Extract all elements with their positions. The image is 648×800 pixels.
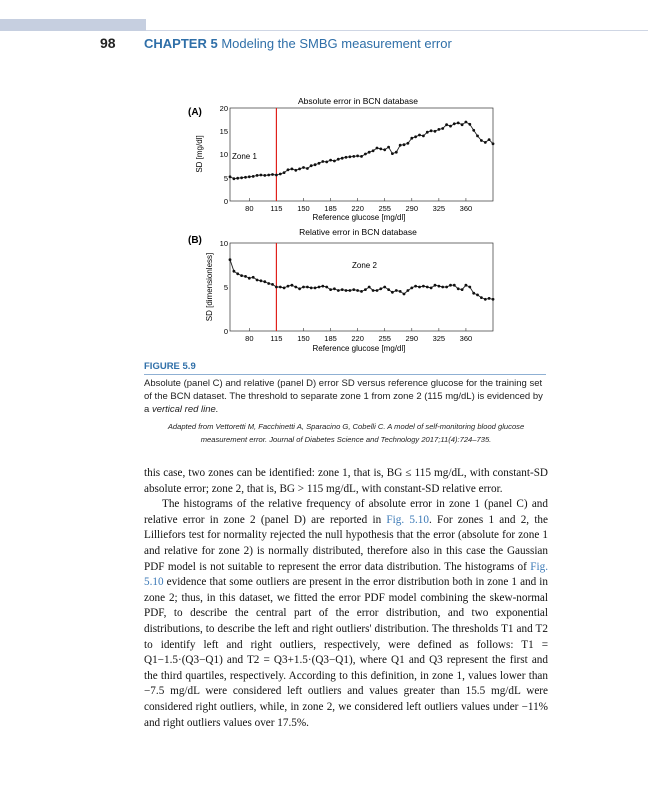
panel-b-data-point <box>318 286 321 289</box>
panel-b-data-point <box>430 287 433 290</box>
panel-b-data-point <box>321 285 324 288</box>
panel-a-xtick-label: 255 <box>378 204 391 213</box>
panel-b-data-point <box>329 288 332 291</box>
panel-a-ylabel: SD [mg/dl] <box>195 135 204 173</box>
panel-b-data-point <box>260 279 263 282</box>
panel-a-data-point <box>379 148 382 151</box>
panel-a-data-point <box>422 135 425 138</box>
panel-b-data-point <box>376 289 379 292</box>
panel-a-xtick-label: 325 <box>432 204 446 213</box>
panel-a-data-point <box>275 174 278 177</box>
panel-a-data-point <box>410 137 413 140</box>
panel-b-data-point <box>345 289 348 292</box>
panel-b-ytick: 10 <box>219 239 228 248</box>
panel-a-data-point <box>476 135 479 138</box>
body-text <box>144 466 548 731</box>
panel-a-data-point <box>492 142 495 145</box>
panel-b-xtick-label: 220 <box>351 334 364 343</box>
panel-b-data-point <box>271 283 274 286</box>
panel-b-xlabel: Reference glucose [mg/dl] <box>312 344 406 353</box>
panel-a-data-point <box>349 155 352 158</box>
panel-a-data-point <box>267 174 270 177</box>
chapter-label: CHAPTER 5 <box>144 36 218 51</box>
panel-a-series-line <box>230 122 493 179</box>
panel-a-ytick: 20 <box>219 104 228 113</box>
panel-a-data-point <box>306 167 309 170</box>
panel-a-data-point <box>325 161 328 164</box>
panel-a-xlabel: Reference glucose [mg/dl] <box>312 213 406 222</box>
panel-a-data-point <box>240 176 243 179</box>
panel-a-data-point <box>434 130 437 133</box>
panel-a-data-point <box>271 173 274 176</box>
panel-a-ytick: 0 <box>223 197 228 206</box>
figure-label: FIGURE 5.9 <box>144 361 196 372</box>
panel-a-xtick-label: 185 <box>324 204 337 213</box>
panel-b-data-point <box>492 298 495 301</box>
panel-a-data-point <box>318 162 321 165</box>
panel-a-data-point <box>356 155 359 158</box>
panel-a-data-point <box>445 123 448 126</box>
panel-a-letter: (A) <box>188 107 202 118</box>
panel-b-data-point <box>256 279 259 282</box>
panel-a-data-point <box>364 153 367 156</box>
panel-b-data-point <box>465 284 468 287</box>
panel-a-ytick: 5 <box>223 174 228 183</box>
panel-b-plot <box>229 243 495 331</box>
panel-a-data-point <box>449 125 452 128</box>
panel-b-data-point <box>434 284 437 287</box>
panel-b-yticks <box>220 239 228 336</box>
panel-b-data-point <box>407 289 410 292</box>
panel-a-xtick-label: 115 <box>270 204 283 213</box>
panel-b-data-point <box>441 286 444 289</box>
panel-b-xtick-label: 80 <box>245 334 254 343</box>
panel-b-data-point <box>410 287 413 290</box>
panel-a-data-point <box>310 164 313 167</box>
panel-b-data-point <box>240 274 243 277</box>
panel-a-data-point <box>472 129 475 132</box>
panel-a-data-point <box>453 122 456 125</box>
panel-b-data-point <box>263 280 266 283</box>
panel-a-data-point <box>387 146 390 149</box>
panel-b-data-point <box>422 285 425 288</box>
panel-a-data-point <box>314 163 317 166</box>
panel-a-data-point <box>294 169 297 172</box>
paragraph-2-part-1: The histograms of the relative frequency of absolute error in zone 1 (panel C) and relative error in zone 2 (panel D) are reported in <box>144 498 548 526</box>
panel-b-data-point <box>391 291 394 294</box>
panel-b-data-point <box>337 289 340 292</box>
panel-b-zone-label: Zone 2 <box>352 261 377 270</box>
panel-b-data-point <box>233 270 236 273</box>
panel-a-data-point <box>468 123 471 126</box>
panel-a-data-point <box>403 143 406 146</box>
panel-b-letter: (B) <box>188 235 202 246</box>
panel-b-data-point <box>333 287 336 290</box>
panel-a <box>188 96 494 222</box>
panel-b-data-point <box>445 286 448 289</box>
panel-b-data-point <box>364 288 367 291</box>
panel-a-ytick: 10 <box>219 150 228 159</box>
panel-b-data-point <box>236 272 239 275</box>
figure-5-9 <box>180 88 510 363</box>
panel-b-data-point <box>461 288 464 291</box>
panel-a-data-point <box>461 123 464 126</box>
panel-a-xtick-label: 150 <box>297 204 310 213</box>
panel-b-xtick-label: 115 <box>270 334 283 343</box>
panel-a-data-point <box>337 158 340 161</box>
panel-a-data-point <box>391 152 394 155</box>
panel-b-xtick-label: 290 <box>405 334 419 343</box>
panel-b-data-point <box>229 258 232 261</box>
figure-source: Adapted from Vettoretti M, Facchinetti A, Sparacino G, Cobelli C. A model of self-monitoring blood glucose measurement error. Journal of Diabetes Science and Technology 2017;11(4):724–735. <box>167 422 525 444</box>
panel-b-data-point <box>325 286 328 289</box>
panel-b-data-point <box>349 289 352 292</box>
panel-a-ytick: 15 <box>219 127 228 136</box>
panel-a-data-point <box>252 175 255 178</box>
panel-b-data-point <box>341 288 344 291</box>
panel-b-data-point <box>399 290 402 293</box>
panel-b-data-point <box>457 287 460 290</box>
panel-a-data-point <box>321 160 324 163</box>
panel-b-data-point <box>352 288 355 291</box>
panel-a-data-point <box>229 175 232 178</box>
panel-a-data-point <box>441 127 444 130</box>
panel-b-data-point <box>314 287 317 290</box>
panel-a-data-point <box>407 142 410 145</box>
panel-b-data-point <box>379 287 382 290</box>
figure-link[interactable]: Fig. 5.10 <box>144 560 548 589</box>
panel-b-data-point <box>283 287 286 290</box>
header-color-bar <box>0 19 146 31</box>
panel-a-data-point <box>263 174 266 177</box>
paragraph-2-part-2: . For zones 1 and 2, the Lilliefors test for normality rejected the null hypothesis that the error (absolute for zone 1 and relative for zone 2) is normally distributed, therefore also in this case the Gaussian PDF model is not suitable to represent the error data distribution. The histograms of <box>144 513 548 573</box>
panel-a-frame <box>230 108 493 201</box>
figure-link[interactable]: Fig. 5.10 <box>386 513 429 526</box>
panel-b-data-point <box>426 286 429 289</box>
panel-b-xticks <box>245 328 472 343</box>
panel-a-data-point <box>426 131 429 134</box>
paragraph-2-part-3: evidence that some outliers are present in the error distribution both in zone 1 and in zone 2; thus, in this dataset, we fitted the error PDF model combining the skew-normal PDF, to describe the central part of the error distribution, and two exponential distributions, to describe the left and right outliers' distribution. The thresholds T1 and T2 to identify left and right outliers, respectively, were defined as follows: T1 = Q1−1.5·(Q3−Q1) and T2 = Q3+1.5·(Q3−Q1), where Q1 and Q3 represent the first and the third quartiles, respectively. According to this definition, in zone 1, values lower than −7.5 mg/dL were considered left outliers and values greater than 15.5 mg/dL were considered right outliers, while, in zone 2, we considered left outliers values under −11% and right outliers values over 17.5%. <box>144 576 548 729</box>
panel-a-data-point <box>488 138 491 141</box>
caption-italic: vertical red line. <box>151 404 219 415</box>
panel-a-data-point <box>329 159 332 162</box>
running-header <box>144 36 452 51</box>
panel-a-data-point <box>399 144 402 147</box>
panel-b-data-point <box>484 298 487 301</box>
panel-a-data-point <box>430 129 433 132</box>
panel-a-yticks <box>220 104 228 206</box>
panel-b-data-point <box>480 296 483 299</box>
panel-a-data-point <box>480 139 483 142</box>
panel-b-data-point <box>438 285 441 288</box>
panel-a-data-point <box>360 155 363 158</box>
panel-a-data-point <box>418 134 421 137</box>
panel-b-xtick-label: 185 <box>324 334 337 343</box>
panel-a-data-point <box>341 157 344 160</box>
panel-b-data-point <box>291 284 294 287</box>
panel-a-data-point <box>465 121 468 124</box>
panel-b <box>188 227 494 353</box>
panel-b-data-point <box>372 289 375 292</box>
panel-b-xtick-label: 255 <box>378 334 391 343</box>
panel-b-data-point <box>279 286 282 289</box>
panel-b-data-point <box>275 286 278 289</box>
panel-b-data-point <box>418 286 421 289</box>
panel-a-data-point <box>383 148 386 151</box>
panel-a-data-point <box>233 177 236 180</box>
panel-b-data-point <box>298 287 301 290</box>
panel-a-xtick-label: 290 <box>405 204 419 213</box>
panel-a-data-point <box>333 160 336 163</box>
panel-b-xtick-label: 360 <box>459 334 473 343</box>
panel-b-data-point <box>472 292 475 295</box>
panel-b-data-point <box>302 286 305 289</box>
panel-b-data-point <box>360 290 363 293</box>
panel-b-data-point <box>476 294 479 297</box>
panel-a-data-point <box>345 156 348 159</box>
panel-b-data-point <box>468 286 471 289</box>
panel-b-data-point <box>387 288 390 291</box>
panel-a-data-point <box>256 174 259 177</box>
panel-a-data-point <box>376 147 379 150</box>
panel-a-data-point <box>260 174 263 177</box>
caption-text: Absolute (panel C) and relative (panel D) error SD versus reference glucose for the training set of the BCN dataset. The threshold to separate zone 1 from zone 2 (115 mg/dL) is evidenced by a <box>144 378 543 415</box>
panel-a-data-point <box>248 175 251 178</box>
panel-a-data-point <box>484 141 487 144</box>
panel-a-data-point <box>457 122 460 125</box>
figure-rule <box>144 374 546 375</box>
header-rule <box>146 30 648 31</box>
panel-b-data-point <box>356 289 359 292</box>
panel-a-xtick-label: 80 <box>245 204 254 213</box>
panel-a-data-point <box>302 166 305 169</box>
panel-b-ytick: 5 <box>223 283 228 292</box>
panel-b-data-point <box>306 286 309 289</box>
panel-b-data-point <box>267 282 270 285</box>
panel-a-data-point <box>372 149 375 152</box>
figure-caption <box>144 377 544 416</box>
panel-b-data-point <box>449 284 452 287</box>
panel-b-frame <box>230 243 493 331</box>
panel-a-data-point <box>236 177 239 180</box>
panel-a-xtick-label: 220 <box>351 204 364 213</box>
panel-b-data-point <box>414 285 417 288</box>
panel-b-xtick-label: 150 <box>297 334 310 343</box>
panel-b-data-point <box>294 286 297 289</box>
panel-b-data-point <box>310 287 313 290</box>
paragraph-2 <box>144 497 548 731</box>
panel-b-title: Relative error in BCN database <box>299 227 417 237</box>
panel-b-data-point <box>287 285 290 288</box>
panel-a-data-point <box>291 168 294 171</box>
panel-a-data-point <box>414 135 417 138</box>
panel-a-data-point <box>279 173 282 176</box>
panel-a-data-point <box>352 155 355 158</box>
panel-b-data-point <box>248 277 251 280</box>
paragraph-1: this case, two zones can be identified: zone 1, that is, BG ≤ 115 mg/dL, with constant-SD absolute error; zone 2, that is, BG > 115 mg/dL, with constant-SD relative error. <box>144 467 548 495</box>
panel-a-zone-label: Zone 1 <box>232 152 257 161</box>
panel-a-data-point <box>298 168 301 171</box>
panel-a-title: Absolute error in BCN database <box>297 96 419 106</box>
chapter-title: Modeling the SMBG measurement error <box>221 36 452 51</box>
panel-b-data-point <box>453 284 456 287</box>
panel-a-xtick-label: 360 <box>459 204 473 213</box>
panel-a-data-point <box>283 171 286 174</box>
panel-a-data-point <box>395 151 398 154</box>
panel-b-data-point <box>395 289 398 292</box>
panel-b-xtick-label: 325 <box>432 334 446 343</box>
page-number: 98 <box>100 35 116 51</box>
panel-a-data-point <box>287 168 290 171</box>
panel-b-ytick: 0 <box>223 327 228 336</box>
panel-b-data-point <box>368 286 371 289</box>
panel-a-plot <box>229 108 495 201</box>
panel-b-ylabel: SD [dimensionless] <box>205 252 214 322</box>
panel-a-data-point <box>438 128 441 131</box>
panel-a-data-point <box>244 176 247 179</box>
panel-b-data-point <box>244 275 247 278</box>
panel-b-data-point <box>252 276 255 279</box>
panel-b-data-point <box>383 286 386 289</box>
panel-b-data-point <box>488 297 491 300</box>
panel-a-xticks <box>245 198 472 213</box>
panel-a-data-point <box>368 151 371 154</box>
panel-b-data-point <box>403 293 406 296</box>
